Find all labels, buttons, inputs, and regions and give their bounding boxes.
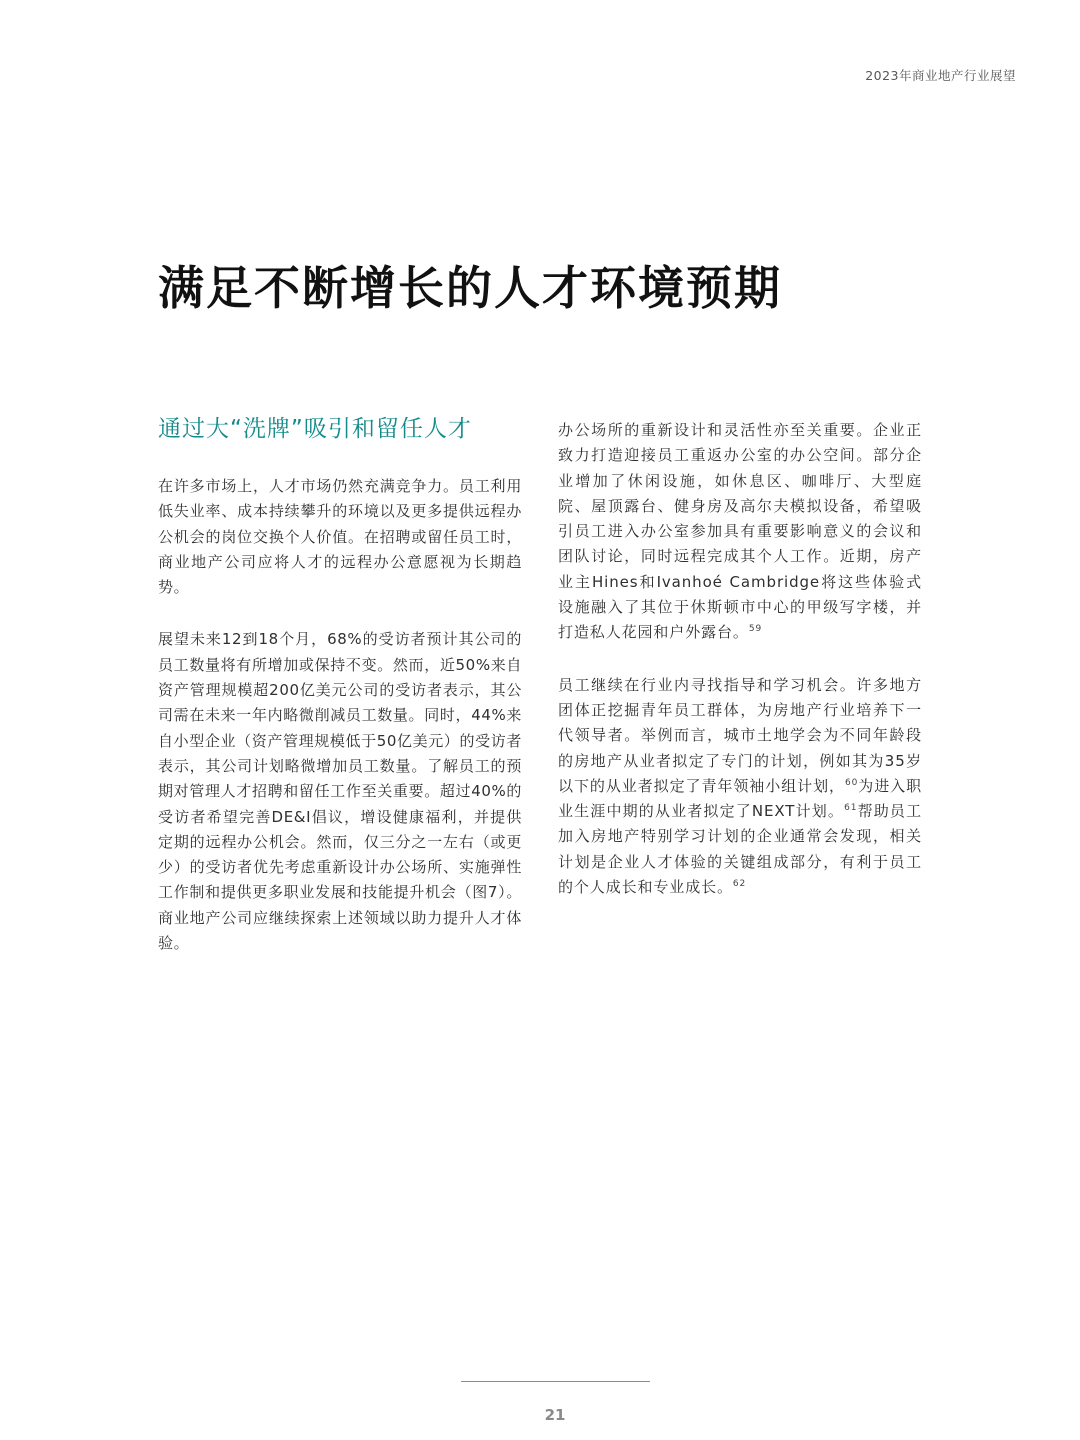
page-number: 21 <box>544 1406 566 1424</box>
right-column <box>558 418 922 927</box>
body-paragraph <box>558 673 922 901</box>
paragraph-text: 员工继续在行业内寻找指导和学习机会。许多地方团体正挖掘青年员工群体，为房地产行业培养下一代领导者。举例而言，城市土地学会为不同年龄段的房地产从业者拟定了专门的计划，例如其为35岁以下的从业者拟定了青年领袖小组计划， <box>558 675 922 795</box>
footnote-ref: 60 <box>844 777 859 788</box>
footnote-ref: 59 <box>748 624 763 635</box>
paragraph-text: 帮助员工加入房地产特别学习计划的企业通常会发现，相关计划是企业人才体验的关键组成部分，有利于员工的个人成长和专业成长。 <box>558 802 922 897</box>
paragraph-text: 办公场所的重新设计和灵活性亦至关重要。企业正致力打造迎接员工重返办公室的办公空间。部分企业增加了休闲设施，如休息区、咖啡厅、大型庭院、屋顶露台、健身房及高尔夫模拟设备，希望吸引员工进入办公室参加具有重要影响意义的会议和团队讨论，同时远程完成其个人工作。近期，房产业主Hines和Ivanhoé Cambridge将这些体验式设施融入了其位于休斯顿市中心的甲级写字楼，并打造私人花园和户外露台。 <box>558 421 922 642</box>
body-paragraph: 在许多市场上，人才市场仍然充满竞争力。员工利用低失业率、成本持续攀升的环境以及更多提供远程办公机会的岗位交换个人价值。在招聘或留任员工时，商业地产公司应将人才的远程办公意愿视为长期趋势。 <box>158 477 522 597</box>
body-paragraph <box>558 418 922 646</box>
footer-divider <box>461 1381 650 1382</box>
footnote-ref: 61 <box>844 803 858 814</box>
section-heading: 通过大“洗牌”吸引和留任人才 <box>158 416 472 442</box>
running-header: 2023年商业地产行业展望 <box>865 68 1016 83</box>
page-title: 满足不断增长的人才环境预期 <box>158 261 782 315</box>
left-column <box>158 414 522 983</box>
paragraph-text: 为进入职业生涯中期的从业者拟定了NEXT计划。 <box>558 776 923 821</box>
footnote-ref: 62 <box>732 879 747 890</box>
body-paragraph: 展望未来12到18个月，68%的受访者预计其公司的员工数量将有所增加或保持不变。然而，近50%来自资产管理规模超200亿美元公司的受访者表示，其公司需在未来一年内略微削减员工数量。同时，44%来自小型企业（资产管理规模低于50亿美元）的受访者表示，其公司计划略微增加员工数量。了解员工的预期对管理人才招聘和留任工作至关重要。超过40%的受访者希望完善DE&I倡议，增设健康福利，并提供定期的远程办公机会。然而，仅三分之一左右（或更少）的受访者优先考虑重新设计办公场所、实施弹性工作制和提供更多职业发展和技能提升机会（图7）。商业地产公司应继续探索上述领域以助力提升人才体验。 <box>158 630 522 953</box>
